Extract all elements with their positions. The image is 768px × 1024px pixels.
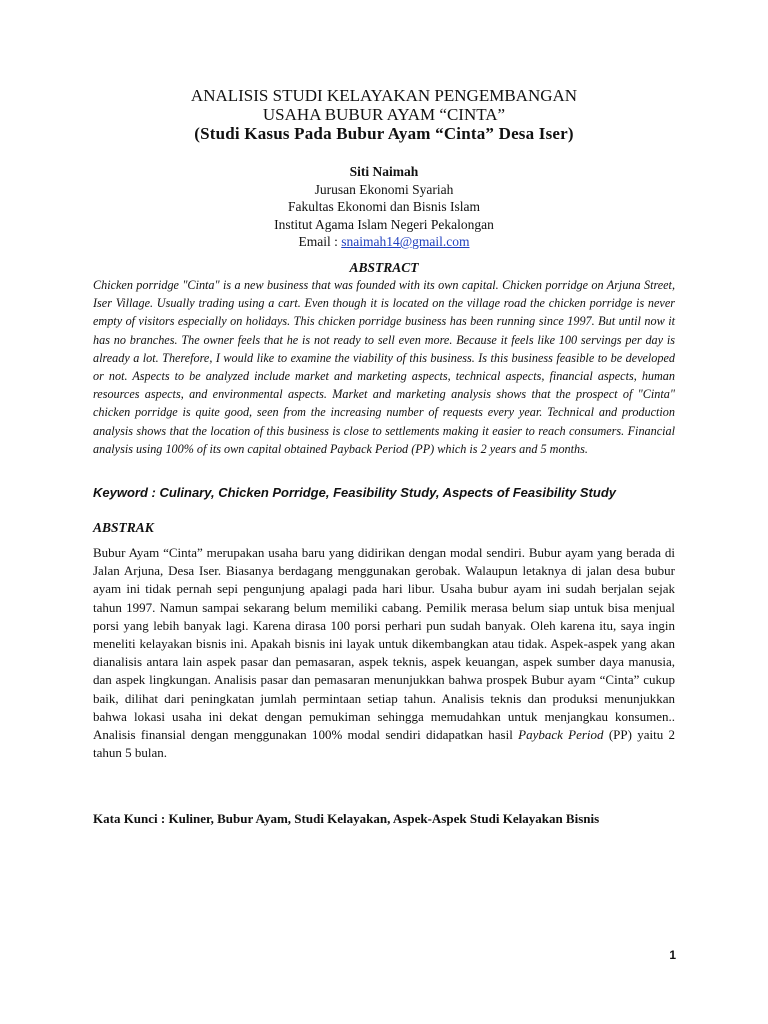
email-line	[0, 233, 768, 251]
keywords-english: Keyword : Culinary, Chicken Porridge, Feasibility Study, Aspects of Feasibility Study	[93, 485, 617, 500]
email-label: Email :	[298, 234, 342, 249]
paper-subtitle: (Studi Kasus Pada Bubur Ayam “Cinta” Desa Iser)	[194, 124, 574, 143]
abstract-english-text: Chicken porridge "Cinta" is a new business that was founded with its own capital. Chicken porridge on Arjuna Street, Iser Village. Usually trading using a cart. Even though it is located on the village road the chicken porridge is never empty of visitors especially on holidays. This chicken porridge business has been running since 1997. But until now it has no branches. The owner feels that he is not ready to sell even more. Because it feels like 100 servings per day is already a lot. Therefore, I would like to examine the viability of this business. Is this business feasible to be developed or not. Aspects to be analyzed include market and marketing aspects, technical aspects, financial aspects, human resources aspects, and environmental aspects. Market and marketing analysis shows that the prospect of "Cinta" chicken porridge is quite good, seen from the increasing number of requests every year. Technical and production analysis shows that the location of this business is close to settlements making it easier to reach consumers. Financial analysis using 100% of its own capital obtained Payback Period (PP) which is 2 years and 5 months.	[93, 278, 675, 456]
paper-title	[0, 86, 768, 143]
abstrak-indonesian-text	[93, 544, 675, 762]
title-line-1: ANALISIS STUDI KELAYAKAN PENGEMBANGAN	[190, 86, 578, 105]
abstrak-heading: ABSTRAK	[93, 520, 154, 535]
title-line-2: USAHA BUBUR AYAM “CINTA”	[262, 105, 506, 124]
author-name: Siti Naimah	[349, 164, 419, 179]
affiliation-department: Jurusan Ekonomi Syariah	[314, 181, 454, 197]
affiliation-faculty: Fakultas Ekonomi dan Bisnis Islam	[288, 199, 480, 214]
affiliation-institute: Institut Agama Islam Negeri Pekalongan	[274, 216, 494, 232]
abstrak-text-end: (PP) yaitu 2 tahun 5 bulan.	[93, 727, 675, 761]
abstrak-text-italic-term: Payback Period	[518, 727, 604, 743]
keywords-indonesian: Kata Kunci : Kuliner, Bubur Ayam, Studi Kelayakan, Aspek-Aspek Studi Kelayakan Bisnis	[93, 811, 600, 826]
email-link[interactable]: snaimah14@gmail.com	[341, 234, 470, 249]
abstrak-text-main: Bubur Ayam “Cinta” merupakan usaha baru yang didirikan dengan modal sendiri. Bubur ayam yang berada di Jalan Arjuna, Desa Iser. Biasanya berdagang menggunakan gerobak. Walaupun letaknya di jalan desa bubur ayam ini tidak pernah sepi pengunjung apalagi pada hari libur. Usaha bubur ayam ini sudah berjalan sejak tahun 1997. Namun sampai sekarang belum memiliki cabang. Pemilik merasa belum siap untuk bisa menjual porsi yang lebih banyak lagi. Karena dirasa 100 porsi perhari pun sudah banyak. Oleh karena itu, saya ingin meneliti kelayakan bisnis ini. Apakah bisnis ini layak untuk dikembangkan atau tidak. Aspek-aspek yang akan dianalisis antara lain aspek pasar dan pemasaran, aspek teknis, aspek keuangan, aspek sumber daya manusia, dan aspek lingkungan. Analisis pasar dan pemasaran menunjukkan bahwa prospek Bubur ayam “Cinta” cukup baik, dilihat dari peningkatan jumlah permintaan setiap tahun. Analisis teknis dan produksi menunjukkan bahwa lokasi usaha ini dekat dengan pemukiman sehingga memudahkan untuk menjangkau konsumen.. Analisis finansial dengan menggunakan 100% modal sendiri didapatkan hasil	[93, 545, 675, 743]
page-number: 1	[669, 948, 676, 962]
author-block	[0, 163, 768, 251]
abstract-heading: ABSTRACT	[349, 260, 419, 275]
